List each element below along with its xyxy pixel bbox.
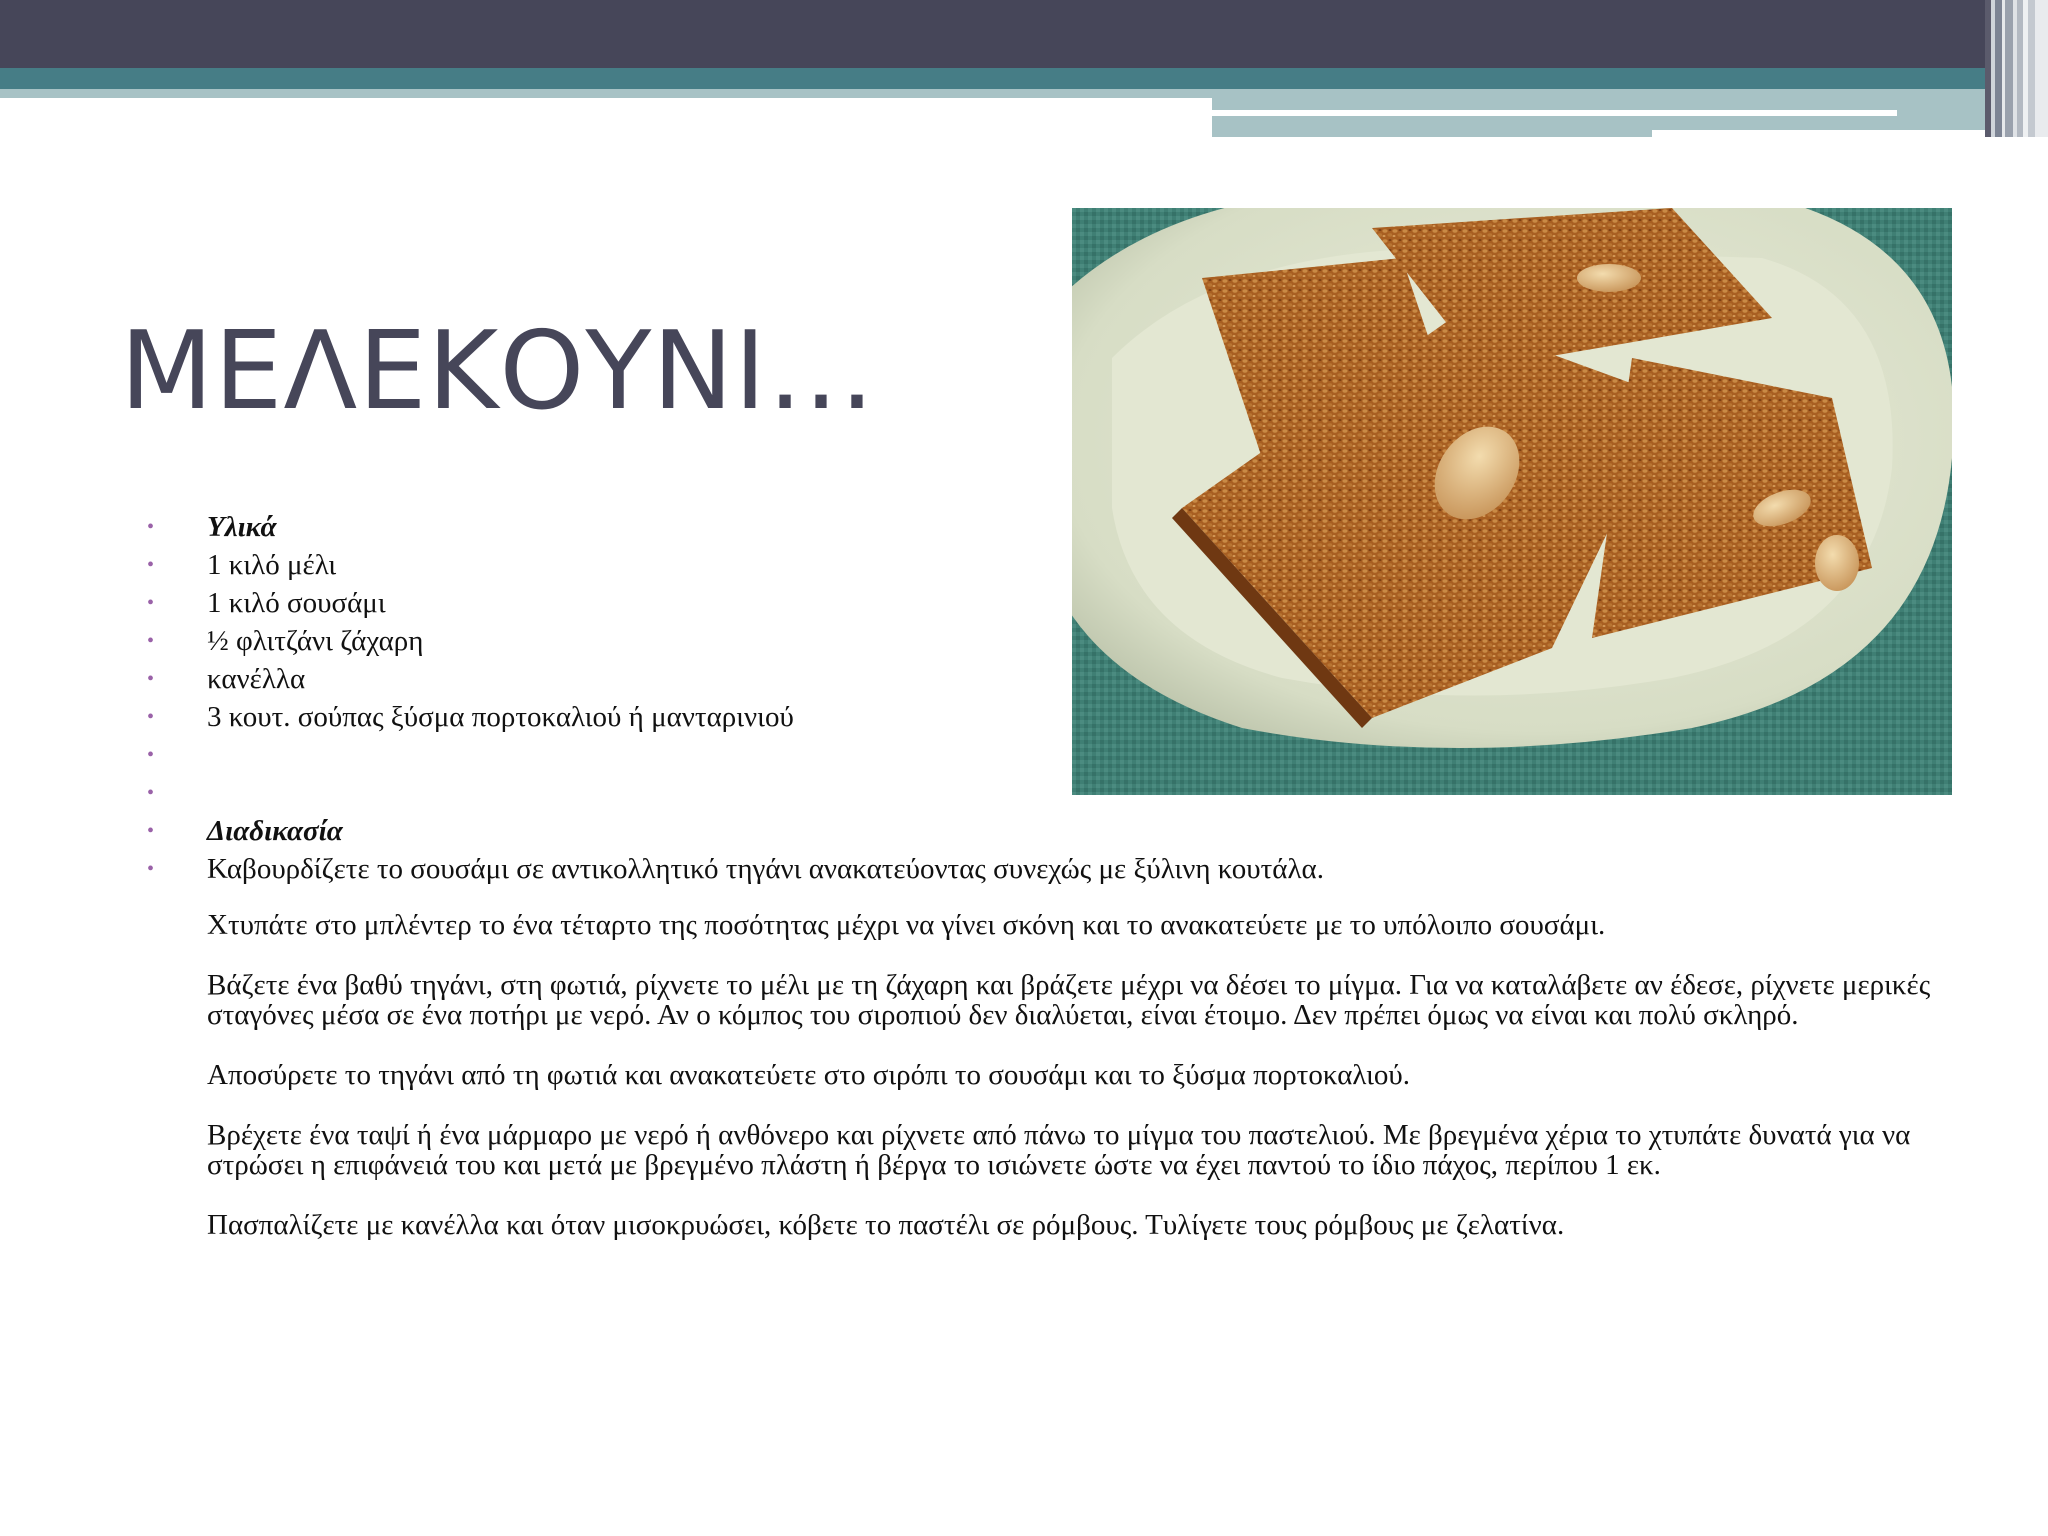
method-block (145, 850, 1945, 1240)
method-heading-row (145, 812, 1945, 850)
empty-list-item (145, 774, 1945, 812)
bullet: • (147, 782, 155, 804)
bullet: • (147, 516, 155, 538)
bullet: • (147, 706, 155, 728)
list-item (145, 622, 1945, 660)
bullet: • (147, 554, 155, 576)
list-item (145, 660, 1945, 698)
bullet: • (147, 630, 155, 652)
ingredients-heading: Υλικά (207, 511, 277, 543)
bullet: • (147, 744, 155, 766)
ingredient-item: κανέλλα (207, 663, 306, 695)
method-step: Καβουρδίζετε το σουσάμι σε αντικολλητικό τηγάνι ανακατεύοντας συνεχώς με ξύλινη κουτάλα. (207, 853, 1324, 885)
method-step: Βάζετε ένα βαθύ τηγάνι, στη φωτιά, ρίχνετε το μέλι με τη ζάχαρη και βράζετε μέχρι να δέσει το μίγμα. Για να καταλάβετε αν έδεσε, ρίχνετε μερικές σταγόνες μέσα σε ένα ποτήρι με νερό. Αν ο κόμπος του σιροπιού δεν διαλύεται, είναι έτοιμο. Δεν πρέπει όμως να είναι και πολύ σκληρό. (207, 969, 1931, 1031)
empty-list-item (145, 736, 1945, 774)
method-step: Βρέχετε ένα ταψί ή ένα μάρμαρο με νερό ή ανθόνερο και ρίχνετε από πάνω το μίγμα του παστελιού. Με βρεγμένα χέρια το χτυπάτε δυνατά για να στρώσει η επιφάνειά του και μετά με βρεγμένο πλάστη ή βέργα το ισιώνετε ώστε να έχει παντού το ίδιο πάχος, περίπου 1 εκ. (207, 1119, 1911, 1181)
method-step: Αποσύρετε το τηγάνι από τη φωτιά και ανακατεύετε στο σιρόπι το σουσάμι και το ξύσμα πορτοκαλιού. (207, 1059, 1411, 1091)
ingredient-item: ½ φλιτζάνι ζάχαρη (207, 625, 424, 657)
header-stripes (1985, 0, 2048, 137)
header-accent-line-2 (1652, 130, 2012, 138)
slide-title: ΜΕΛΕΚΟΥΝΙ… (120, 309, 876, 434)
bullet: • (147, 592, 155, 614)
method-heading: Διαδικασία (207, 815, 343, 847)
header-band-teal (0, 68, 2048, 89)
recipe-content (145, 508, 1945, 1240)
method-step: Χτυπάτε στο μπλέντερ το ένα τέταρτο της ποσότητας μέχρι να γίνει σκόνη και το ανακατεύετε με το υπόλοιπο σουσάμι. (207, 909, 1606, 941)
header-band-light (0, 89, 1212, 98)
bullet: • (147, 668, 155, 690)
bullet: • (147, 820, 155, 842)
ingredient-item: 1 κιλό μέλι (207, 549, 337, 581)
ingredient-item: 3 κουτ. σούπας ξύσμα πορτοκαλιού ή μανταρινιού (207, 701, 794, 733)
ingredients-heading-row (145, 508, 1945, 546)
method-text (207, 850, 1945, 1240)
header-band-dark (0, 0, 2048, 68)
list-item (145, 698, 1945, 736)
header-accent-line (1212, 110, 1897, 116)
method-step: Πασπαλίζετε με κανέλλα και όταν μισοκρυώσει, κόβετε το παστέλι σε ρόμβους. Τυλίγετε τους ρόμβους με ζελατίνα. (207, 1209, 1565, 1241)
list-item (145, 584, 1945, 622)
bullet: • (147, 858, 155, 880)
ingredient-item: 1 κιλό σουσάμι (207, 587, 386, 619)
list-item (145, 546, 1945, 584)
